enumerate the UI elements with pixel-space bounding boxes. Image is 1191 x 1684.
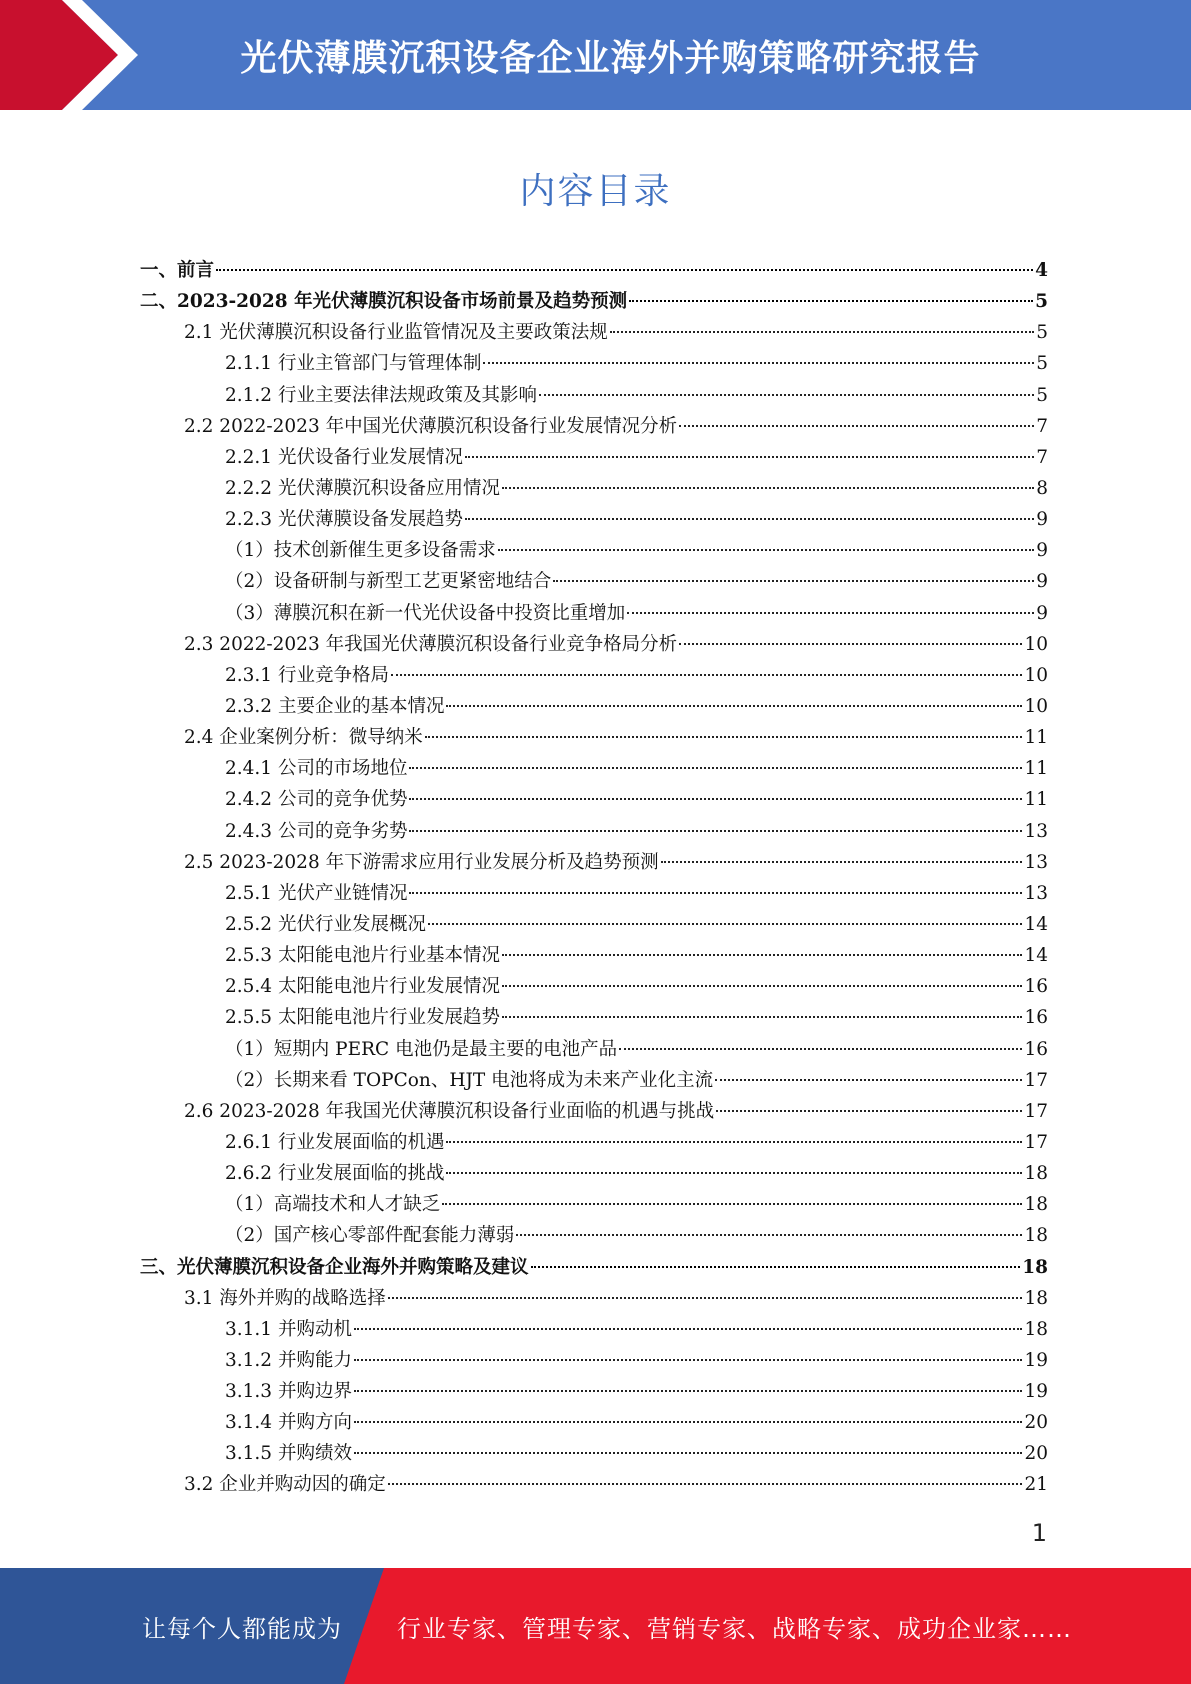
toc-entry-title: 2.1.1 行业主管部门与管理体制 bbox=[225, 353, 482, 375]
toc-dot-leader bbox=[425, 736, 1023, 738]
toc-entry-page: 18 bbox=[1024, 1318, 1048, 1340]
toc-entry[interactable] bbox=[140, 1158, 1048, 1189]
toc-entry-page: 7 bbox=[1036, 415, 1048, 437]
toc-dot-leader bbox=[391, 674, 1022, 676]
toc-entry-page: 5 bbox=[1036, 353, 1048, 375]
toc-entry-page: 16 bbox=[1024, 1038, 1048, 1060]
toc-entry[interactable] bbox=[140, 660, 1048, 691]
toc-dot-leader bbox=[502, 1016, 1022, 1018]
toc-entry-title: 2.3.2 主要企业的基本情况 bbox=[225, 695, 445, 717]
toc-dot-leader bbox=[409, 767, 1022, 769]
toc-entry-page: 14 bbox=[1024, 913, 1048, 935]
toc-entry-page: 20 bbox=[1024, 1443, 1048, 1465]
toc-entry-page: 5 bbox=[1036, 322, 1048, 344]
toc-dot-leader bbox=[354, 1452, 1023, 1454]
toc-entry-page: 14 bbox=[1024, 945, 1048, 967]
toc-dot-leader bbox=[354, 1328, 1023, 1330]
toc-entry[interactable] bbox=[140, 1469, 1048, 1500]
toc-dot-leader bbox=[629, 300, 1033, 302]
toc-entry-title: 2.4.3 公司的竞争劣势 bbox=[225, 820, 408, 842]
toc-entry-title: 3.2 企业并购动因的确定 bbox=[184, 1474, 386, 1496]
toc-entry[interactable] bbox=[140, 473, 1048, 504]
toc-entry[interactable] bbox=[140, 348, 1048, 379]
toc-entry-title: （1）技术创新催生更多设备需求 bbox=[225, 540, 496, 562]
toc-entry[interactable] bbox=[140, 1096, 1048, 1127]
toc-entry[interactable] bbox=[140, 1034, 1048, 1065]
footer-banner bbox=[0, 1568, 1191, 1684]
toc-dot-leader bbox=[679, 643, 1022, 645]
toc-entry-title: 一、前言 bbox=[140, 260, 215, 281]
toc-entry-title: 3.1.2 并购能力 bbox=[225, 1349, 352, 1371]
toc-entry-title: 2.2.1 光伏设备行业发展情况 bbox=[225, 446, 463, 468]
toc-entry-page: 17 bbox=[1024, 1069, 1048, 1091]
toc-entry-title: 2.2.2 光伏薄膜沉积设备应用情况 bbox=[225, 477, 500, 499]
toc-dot-leader bbox=[498, 549, 1034, 551]
toc-entry-title: 3.1 海外并购的战略选择 bbox=[184, 1287, 386, 1309]
toc-entry[interactable] bbox=[140, 317, 1048, 348]
toc-entry[interactable] bbox=[140, 1345, 1048, 1376]
toc-entry-title: 二、2023-2028 年光伏薄膜沉积设备市场前景及趋势预测 bbox=[140, 291, 628, 313]
toc-entry-page: 10 bbox=[1024, 695, 1048, 717]
toc-dot-leader bbox=[661, 861, 1023, 863]
toc-entry[interactable] bbox=[140, 1065, 1048, 1096]
toc-entry[interactable] bbox=[140, 535, 1048, 566]
toc-entry[interactable] bbox=[140, 722, 1048, 753]
toc-entry[interactable] bbox=[140, 753, 1048, 784]
toc-entry-page: 21 bbox=[1024, 1474, 1048, 1496]
toc-entry-title: （2）长期来看 TOPCon、HJT 电池将成为未来产业化主流 bbox=[225, 1069, 714, 1091]
toc-dot-leader bbox=[619, 1048, 1022, 1050]
toc-entry-page: 9 bbox=[1036, 540, 1048, 562]
toc-entry-title: （2）设备研制与新型工艺更紧密地结合 bbox=[225, 571, 552, 593]
toc-dot-leader bbox=[409, 798, 1022, 800]
toc-dot-leader bbox=[446, 705, 1022, 707]
toc-entry-title: 2.5.4 太阳能电池片行业发展情况 bbox=[225, 976, 500, 998]
toc-entry-title: 2.3 2022-2023 年我国光伏薄膜沉积设备行业竞争格局分析 bbox=[184, 633, 678, 655]
page-number: 1 bbox=[1031, 1519, 1047, 1547]
toc-entry[interactable] bbox=[140, 411, 1048, 442]
toc-dot-leader bbox=[409, 892, 1022, 894]
toc-entry-page: 10 bbox=[1024, 664, 1048, 686]
toc-dot-leader bbox=[539, 394, 1034, 396]
toc-entry[interactable] bbox=[140, 286, 1048, 317]
toc-entry-title: 2.4.2 公司的竞争优势 bbox=[225, 789, 408, 811]
toc-entry[interactable] bbox=[140, 598, 1048, 629]
toc-dot-leader bbox=[516, 1234, 1022, 1236]
toc-entry-page: 13 bbox=[1024, 820, 1048, 842]
report-title: 光伏薄膜沉积设备企业海外并购策略研究报告 bbox=[240, 37, 981, 79]
toc-entry-page: 18 bbox=[1024, 1194, 1048, 1216]
toc-entry[interactable] bbox=[140, 380, 1048, 411]
toc-entry-page: 16 bbox=[1024, 1007, 1048, 1029]
toc-dot-leader bbox=[610, 331, 1034, 333]
toc-entry[interactable] bbox=[140, 1220, 1048, 1251]
toc-dot-leader bbox=[409, 830, 1022, 832]
toc-dot-leader bbox=[428, 923, 1022, 925]
toc-entry-page: 13 bbox=[1024, 851, 1048, 873]
toc-entry-page: 5 bbox=[1036, 384, 1048, 406]
toc-entry-page: 18 bbox=[1024, 1225, 1048, 1247]
toc-entry-page: 9 bbox=[1036, 571, 1048, 593]
toc-entry[interactable] bbox=[140, 1127, 1048, 1158]
toc-dot-leader bbox=[388, 1297, 1023, 1299]
toc-entry-title: 2.5.5 太阳能电池片行业发展趋势 bbox=[225, 1007, 500, 1029]
toc-entry-title: 3.1.3 并购边界 bbox=[225, 1381, 352, 1403]
toc-entry-page: 17 bbox=[1024, 1100, 1048, 1122]
toc-entry-title: 2.6.2 行业发展面临的挑战 bbox=[225, 1163, 445, 1185]
toc-dot-leader bbox=[354, 1359, 1023, 1361]
toc-dot-leader bbox=[627, 612, 1034, 614]
toc-entry-page: 13 bbox=[1024, 882, 1048, 904]
toc-entry[interactable] bbox=[140, 1189, 1048, 1220]
toc-entry-title: 2.3.1 行业竞争格局 bbox=[225, 664, 389, 686]
toc-dot-leader bbox=[465, 518, 1034, 520]
toc-entry[interactable] bbox=[140, 940, 1048, 971]
toc-entry-page: 5 bbox=[1035, 291, 1048, 313]
toc-entry-page: 18 bbox=[1024, 1287, 1048, 1309]
toc-entry[interactable] bbox=[140, 1002, 1048, 1033]
toc-entry[interactable] bbox=[140, 847, 1048, 878]
toc-entry-title: 3.1.5 并购绩效 bbox=[225, 1443, 352, 1465]
toc-dot-leader bbox=[465, 456, 1034, 458]
toc-entry[interactable] bbox=[140, 255, 1048, 286]
toc-dot-leader bbox=[354, 1421, 1023, 1423]
toc-dot-leader bbox=[716, 1110, 1022, 1112]
toc-dot-leader bbox=[553, 580, 1034, 582]
toc-entry-page: 17 bbox=[1024, 1131, 1048, 1153]
toc-entry-page: 19 bbox=[1024, 1349, 1048, 1371]
toc-entry[interactable] bbox=[140, 784, 1048, 815]
toc-entry-title: 2.1 光伏薄膜沉积设备行业监管情况及主要政策法规 bbox=[184, 322, 608, 344]
toc-entry-title: 2.1.2 行业主要法律法规政策及其影响 bbox=[225, 384, 537, 406]
toc-entry-page: 11 bbox=[1024, 758, 1048, 780]
toc-entry-title: （1）高端技术和人才缺乏 bbox=[225, 1194, 441, 1216]
toc-entry-page: 11 bbox=[1024, 727, 1048, 749]
toc-entry[interactable] bbox=[140, 1438, 1048, 1469]
toc-entry-page: 18 bbox=[1022, 1256, 1048, 1278]
toc-entry-page: 9 bbox=[1036, 602, 1048, 624]
toc-dot-leader bbox=[354, 1390, 1023, 1392]
toc-dot-leader bbox=[502, 954, 1022, 956]
toc-entry[interactable] bbox=[140, 1252, 1048, 1283]
toc-entry[interactable] bbox=[140, 629, 1048, 660]
toc-entry[interactable] bbox=[140, 691, 1048, 722]
toc-dot-leader bbox=[715, 1079, 1022, 1081]
toc-entry[interactable] bbox=[140, 971, 1048, 1002]
toc-entry-title: 三、光伏薄膜沉积设备企业海外并购策略及建议 bbox=[140, 1256, 529, 1278]
toc-entry-title: （2）国产核心零部件配套能力薄弱 bbox=[225, 1225, 515, 1247]
toc-entry-page: 11 bbox=[1024, 789, 1048, 811]
toc-entry-page: 20 bbox=[1024, 1412, 1048, 1434]
toc-dot-leader bbox=[446, 1141, 1022, 1143]
toc-entry-title: 2.4.1 公司的市场地位 bbox=[225, 758, 408, 780]
footer-slogan-left: 让每个人都能成为 bbox=[142, 1614, 342, 1643]
toc-entry-page: 10 bbox=[1024, 633, 1048, 655]
toc-entry-title: 2.6.1 行业发展面临的机遇 bbox=[225, 1131, 445, 1153]
toc-entry-page: 16 bbox=[1024, 976, 1048, 998]
toc-entry[interactable] bbox=[140, 878, 1048, 909]
toc-dot-leader bbox=[531, 1266, 1021, 1268]
toc-dot-leader bbox=[502, 487, 1034, 489]
toc-dot-leader bbox=[483, 362, 1034, 364]
toc-entry-title: 2.2 2022-2023 年中国光伏薄膜沉积设备行业发展情况分析 bbox=[184, 415, 678, 437]
toc-entry-title: 2.5.3 太阳能电池片行业基本情况 bbox=[225, 945, 500, 967]
toc-entry[interactable] bbox=[140, 442, 1048, 473]
toc-entry-title: 2.5.1 光伏产业链情况 bbox=[225, 882, 408, 904]
toc-entry-title: 2.5.2 光伏行业发展概况 bbox=[225, 913, 426, 935]
footer-slogan-right: 行业专家、管理专家、营销专家、战略专家、成功企业家…… bbox=[397, 1614, 1072, 1643]
toc-entry[interactable] bbox=[140, 566, 1048, 597]
toc-entry-page: 8 bbox=[1036, 477, 1048, 499]
toc-entry[interactable] bbox=[140, 909, 1048, 940]
toc-entry-page: 19 bbox=[1024, 1381, 1048, 1403]
toc-entry-title: （1）短期内 PERC 电池仍是最主要的电池产品 bbox=[225, 1038, 618, 1060]
toc-entry-page: 9 bbox=[1036, 509, 1048, 531]
toc-entry-title: 2.4 企业案例分析：微导纳米 bbox=[184, 727, 423, 749]
toc-entry-title: 2.6 2023-2028 年我国光伏薄膜沉积设备行业面临的机遇与挑战 bbox=[184, 1100, 715, 1122]
toc-dot-leader bbox=[388, 1483, 1023, 1485]
toc-entry-title: （3）薄膜沉积在新一代光伏设备中投资比重增加 bbox=[225, 602, 626, 624]
toc-dot-leader bbox=[502, 985, 1022, 987]
toc-heading: 内容目录 bbox=[519, 171, 672, 212]
toc-entry-title: 3.1.1 并购动机 bbox=[225, 1318, 352, 1340]
table-of-contents bbox=[140, 255, 1048, 1501]
toc-entry[interactable] bbox=[140, 1407, 1048, 1438]
toc-dot-leader bbox=[446, 1172, 1022, 1174]
toc-entry[interactable] bbox=[140, 1283, 1048, 1314]
toc-entry-title: 2.5 2023-2028 年下游需求应用行业发展分析及趋势预测 bbox=[184, 851, 659, 873]
toc-entry[interactable] bbox=[140, 1314, 1048, 1345]
toc-entry[interactable] bbox=[140, 816, 1048, 847]
toc-dot-leader bbox=[216, 269, 1033, 271]
toc-entry-page: 18 bbox=[1024, 1163, 1048, 1185]
toc-dot-leader bbox=[679, 425, 1034, 427]
toc-entry-title: 3.1.4 并购方向 bbox=[225, 1412, 352, 1434]
toc-entry-title: 2.2.3 光伏薄膜设备发展趋势 bbox=[225, 509, 463, 531]
toc-entry[interactable] bbox=[140, 1376, 1048, 1407]
toc-dot-leader bbox=[442, 1203, 1022, 1205]
header-banner bbox=[0, 0, 1191, 110]
toc-entry-page: 7 bbox=[1036, 446, 1048, 468]
toc-entry-page: 4 bbox=[1035, 260, 1048, 281]
toc-entry[interactable] bbox=[140, 504, 1048, 535]
